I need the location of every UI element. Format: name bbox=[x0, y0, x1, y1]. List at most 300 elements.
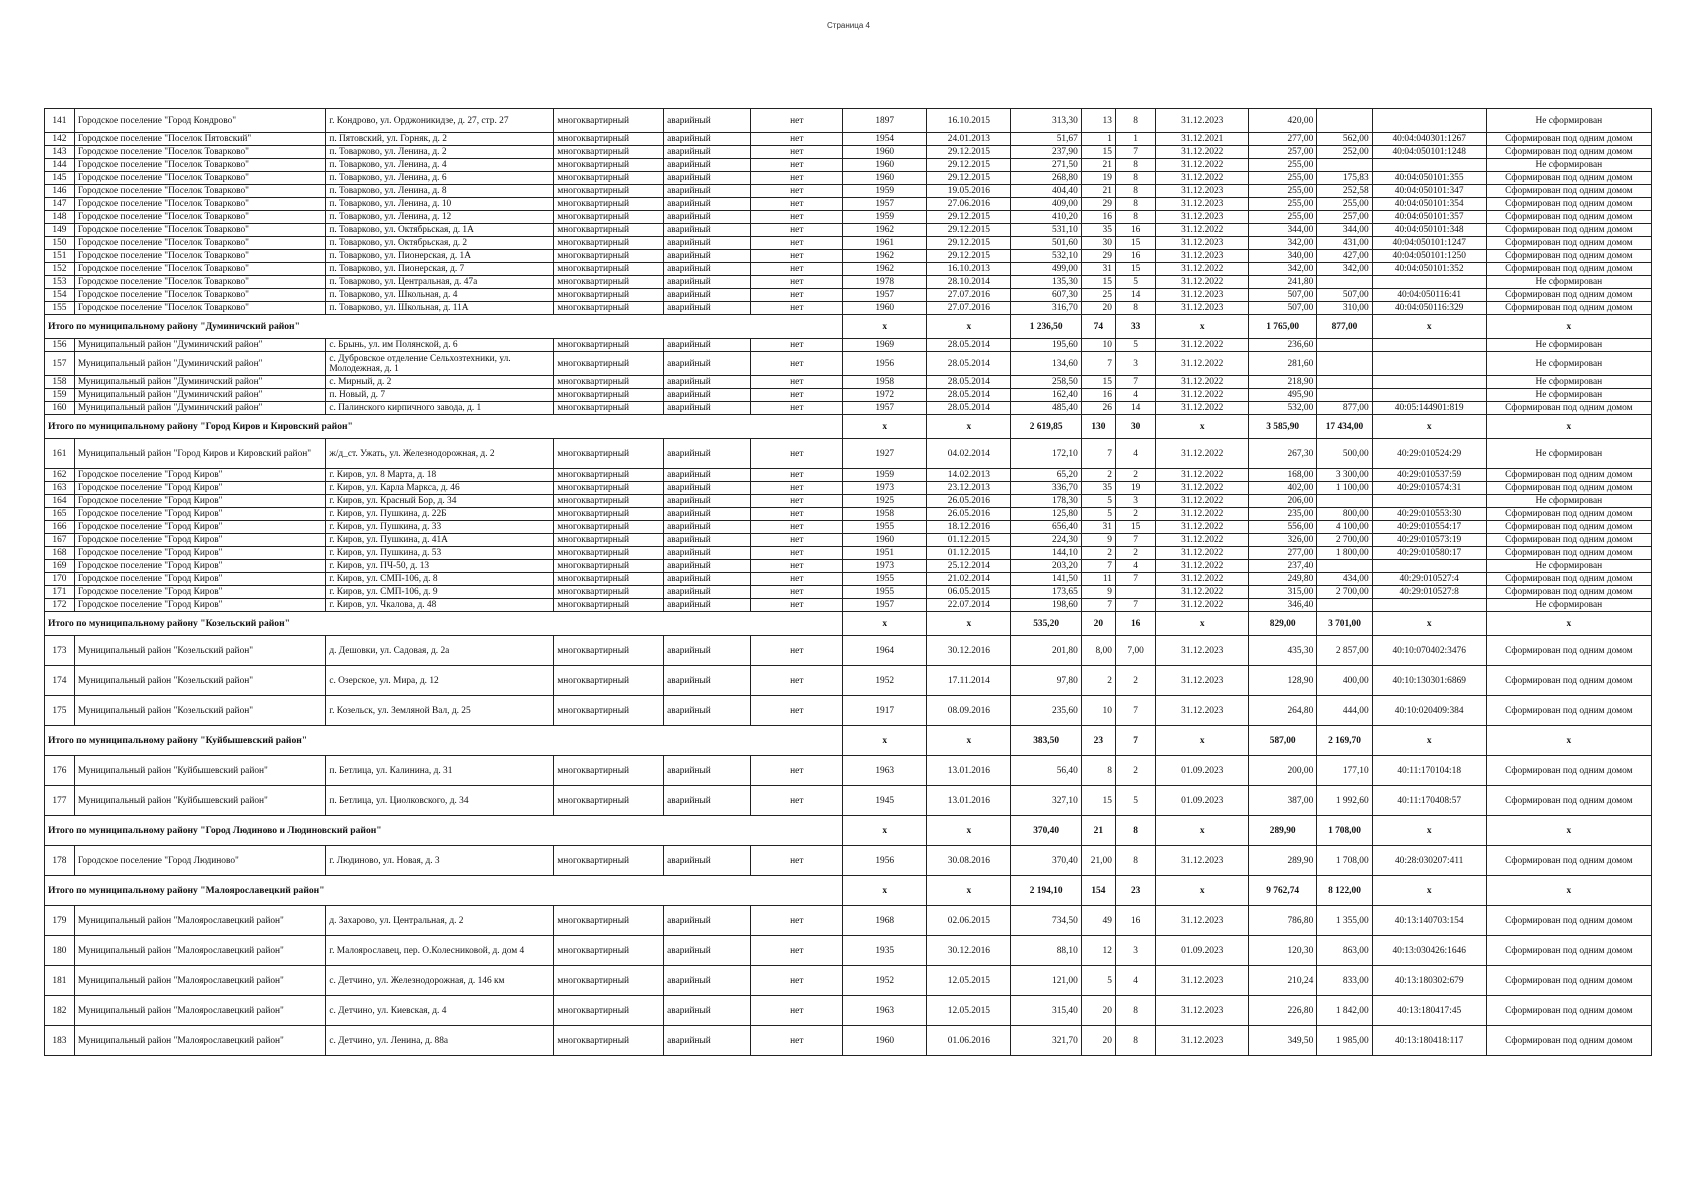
cell-area: 501,60 bbox=[1011, 237, 1081, 250]
cell-plot-area: 2 700,00 bbox=[1317, 586, 1372, 599]
cell-cultural-heritage: нет bbox=[751, 109, 843, 133]
cell-area: 172,10 bbox=[1011, 439, 1081, 469]
cell-cultural-heritage: нет bbox=[751, 560, 843, 573]
cell-year-built: 1968 bbox=[843, 906, 927, 936]
cell-plot-status: Не сформирован bbox=[1486, 599, 1651, 612]
cell-cultural-heritage: нет bbox=[751, 599, 843, 612]
cell-condition: аварийный bbox=[664, 666, 751, 696]
table-row bbox=[45, 402, 1652, 415]
cell-municipality: Муниципальный район "Малоярославецкий район" bbox=[74, 936, 325, 966]
cell-cultural-heritage: нет bbox=[751, 547, 843, 560]
cell-row-number: 175 bbox=[45, 696, 75, 726]
cell-land-cost: 120,30 bbox=[1249, 936, 1317, 966]
cell-plot-status: Сформирован под одним домом bbox=[1486, 586, 1651, 599]
table-row bbox=[45, 339, 1652, 352]
subtotal-label: Итого по муниципальному району "Думиничский район" bbox=[45, 315, 843, 339]
cell-row-number: 161 bbox=[45, 439, 75, 469]
cell-area: 370,40 bbox=[1011, 846, 1081, 876]
cell-row-number: 149 bbox=[45, 224, 75, 237]
table-row bbox=[45, 786, 1652, 816]
cell-land-cost: 236,60 bbox=[1249, 339, 1317, 352]
table-row bbox=[45, 996, 1652, 1026]
cell-plot-status: Не сформирован bbox=[1486, 560, 1651, 573]
cell-plot-status: Не сформирован bbox=[1486, 276, 1651, 289]
cell-cadastral-number: 40:04:050101:348 bbox=[1372, 224, 1486, 237]
table-row bbox=[45, 508, 1652, 521]
subtotal-cadastral-number: х bbox=[1372, 876, 1486, 906]
cell-plot-status: Сформирован под одним домом bbox=[1486, 146, 1651, 159]
cell-row-number: 158 bbox=[45, 376, 75, 389]
cell-cadastral-number bbox=[1372, 389, 1486, 402]
cell-house-type: многоквартирный bbox=[554, 250, 664, 263]
cell-resettlement-date: 31.12.2022 bbox=[1156, 586, 1249, 599]
cell-cultural-heritage: нет bbox=[751, 521, 843, 534]
cell-condition: аварийный bbox=[664, 172, 751, 185]
cell-house-type: многоквартирный bbox=[554, 146, 664, 159]
cell-condition: аварийный bbox=[664, 237, 751, 250]
cell-condition: аварийный bbox=[664, 276, 751, 289]
subtotal-label: Итого по муниципальному району "Куйбышевский район" bbox=[45, 726, 843, 756]
cell-cultural-heritage: нет bbox=[751, 636, 843, 666]
cell-address: д. Дешовки, ул. Садовая, д. 2а bbox=[326, 636, 554, 666]
cell-municipality: Городское поселение "Поселок Товарково" bbox=[74, 263, 325, 276]
cell-municipality: Городское поселение "Поселок Товарково" bbox=[74, 250, 325, 263]
cell-area: 410,20 bbox=[1011, 211, 1081, 224]
cell-apartments: 8 bbox=[1115, 109, 1155, 133]
cell-plot-status: Сформирован под одним домом bbox=[1486, 185, 1651, 198]
cell-land-cost: 277,00 bbox=[1249, 547, 1317, 560]
cell-apartments: 15 bbox=[1115, 521, 1155, 534]
cell-land-cost: 344,00 bbox=[1249, 224, 1317, 237]
cell-municipality: Городское поселение "Поселок Товарково" bbox=[74, 159, 325, 172]
cell-plot-status: Сформирован под одним домом bbox=[1486, 906, 1651, 936]
cell-year-built: 1958 bbox=[843, 508, 927, 521]
cell-cadastral-number: 40:04:050101:354 bbox=[1372, 198, 1486, 211]
cell-row-number: 145 bbox=[45, 172, 75, 185]
cell-year-built: 1978 bbox=[843, 276, 927, 289]
cell-recognition-date: 12.05.2015 bbox=[927, 996, 1011, 1026]
cell-area: 271,50 bbox=[1011, 159, 1081, 172]
cell-residents: 8 bbox=[1081, 756, 1115, 786]
cell-recognition-date: 30.12.2016 bbox=[927, 936, 1011, 966]
subtotal-cadastral-number: х bbox=[1372, 726, 1486, 756]
cell-cultural-heritage: нет bbox=[751, 237, 843, 250]
cell-condition: аварийный bbox=[664, 185, 751, 198]
cell-condition: аварийный bbox=[664, 573, 751, 586]
cell-house-type: многоквартирный bbox=[554, 666, 664, 696]
cell-house-type: многоквартирный bbox=[554, 469, 664, 482]
subtotal-plot-area: 2 169,70 bbox=[1317, 726, 1372, 756]
cell-condition: аварийный bbox=[664, 159, 751, 172]
table-row bbox=[45, 198, 1652, 211]
cell-area: 485,40 bbox=[1011, 402, 1081, 415]
cell-land-cost: 402,00 bbox=[1249, 482, 1317, 495]
subtotal-residents: 74 bbox=[1081, 315, 1115, 339]
cell-residents: 12 bbox=[1081, 936, 1115, 966]
subtotal-row bbox=[45, 816, 1652, 846]
cell-house-type: многоквартирный bbox=[554, 263, 664, 276]
table-row bbox=[45, 185, 1652, 198]
cell-plot-area: 4 100,00 bbox=[1317, 521, 1372, 534]
table-row bbox=[45, 560, 1652, 573]
subtotal-apartments: 16 bbox=[1115, 612, 1155, 636]
cell-address: г. Киров, ул. 8 Марта, д. 18 bbox=[326, 469, 554, 482]
cell-plot-status: Сформирован под одним домом bbox=[1486, 508, 1651, 521]
cell-plot-area: 1 992,60 bbox=[1317, 786, 1372, 816]
subtotal-resettlement-date: х bbox=[1156, 612, 1249, 636]
cell-municipality: Муниципальный район "Думиничский район" bbox=[74, 402, 325, 415]
cell-land-cost: 267,30 bbox=[1249, 439, 1317, 469]
cell-plot-status: Сформирован под одним домом bbox=[1486, 1026, 1651, 1056]
cell-recognition-date: 19.05.2016 bbox=[927, 185, 1011, 198]
cell-recognition-date: 01.12.2015 bbox=[927, 534, 1011, 547]
cell-apartments: 4 bbox=[1115, 966, 1155, 996]
subtotal-label: Итого по муниципальному району "Город Киров и Кировский район" bbox=[45, 415, 843, 439]
cell-plot-status: Сформирован под одним домом bbox=[1486, 172, 1651, 185]
cell-row-number: 182 bbox=[45, 996, 75, 1026]
cell-land-cost: 556,00 bbox=[1249, 521, 1317, 534]
cell-address: с. Детчино, ул. Железнодорожная, д. 146 км bbox=[326, 966, 554, 996]
cell-address: п. Товарково, ул. Октябрьская, д. 1А bbox=[326, 224, 554, 237]
cell-condition: аварийный bbox=[664, 696, 751, 726]
subtotal-plot-status: х bbox=[1486, 726, 1651, 756]
cell-cultural-heritage: нет bbox=[751, 289, 843, 302]
cell-year-built: 1959 bbox=[843, 185, 927, 198]
cell-area: 135,30 bbox=[1011, 276, 1081, 289]
subtotal-land-cost: 9 762,74 bbox=[1249, 876, 1317, 906]
subtotal-year-built: х bbox=[843, 816, 927, 846]
subtotal-residents: 130 bbox=[1081, 415, 1115, 439]
cell-apartments: 3 bbox=[1115, 495, 1155, 508]
cell-residents: 16 bbox=[1081, 389, 1115, 402]
cell-plot-area bbox=[1317, 376, 1372, 389]
cell-row-number: 177 bbox=[45, 786, 75, 816]
cell-resettlement-date: 31.12.2023 bbox=[1156, 666, 1249, 696]
cell-residents: 9 bbox=[1081, 534, 1115, 547]
cell-residents: 30 bbox=[1081, 237, 1115, 250]
cell-cadastral-number bbox=[1372, 159, 1486, 172]
cell-cultural-heritage: нет bbox=[751, 263, 843, 276]
subtotal-land-cost: 289,90 bbox=[1249, 816, 1317, 846]
cell-plot-status: Не сформирован bbox=[1486, 389, 1651, 402]
cell-address: г. Людиново, ул. Новая, д. 3 bbox=[326, 846, 554, 876]
cell-row-number: 146 bbox=[45, 185, 75, 198]
cell-municipality: Муниципальный район "Малоярославецкий район" bbox=[74, 1026, 325, 1056]
cell-year-built: 1956 bbox=[843, 846, 927, 876]
cell-area: 336,70 bbox=[1011, 482, 1081, 495]
cell-row-number: 165 bbox=[45, 508, 75, 521]
cell-row-number: 147 bbox=[45, 198, 75, 211]
cell-resettlement-date: 31.12.2022 bbox=[1156, 276, 1249, 289]
cell-resettlement-date: 31.12.2022 bbox=[1156, 547, 1249, 560]
cell-plot-area: 833,00 bbox=[1317, 966, 1372, 996]
cell-plot-status: Сформирован под одним домом bbox=[1486, 966, 1651, 996]
cell-apartments: 8 bbox=[1115, 198, 1155, 211]
cell-recognition-date: 14.02.2013 bbox=[927, 469, 1011, 482]
cell-plot-area: 1 708,00 bbox=[1317, 846, 1372, 876]
cell-row-number: 148 bbox=[45, 211, 75, 224]
cell-condition: аварийный bbox=[664, 846, 751, 876]
cell-residents: 15 bbox=[1081, 276, 1115, 289]
cell-recognition-date: 27.07.2016 bbox=[927, 302, 1011, 315]
cell-cultural-heritage: нет bbox=[751, 666, 843, 696]
cell-municipality: Городское поселение "Город Киров" bbox=[74, 560, 325, 573]
cell-residents: 35 bbox=[1081, 224, 1115, 237]
cell-condition: аварийный bbox=[664, 560, 751, 573]
cell-land-cost: 281,60 bbox=[1249, 352, 1317, 376]
cell-municipality: Муниципальный район "Козельский район" bbox=[74, 636, 325, 666]
cell-plot-area bbox=[1317, 599, 1372, 612]
cell-residents: 10 bbox=[1081, 696, 1115, 726]
table-row bbox=[45, 289, 1652, 302]
cell-recognition-date: 26.05.2016 bbox=[927, 495, 1011, 508]
subtotal-recognition-date: х bbox=[927, 816, 1011, 846]
cell-area: 56,40 bbox=[1011, 756, 1081, 786]
cell-resettlement-date: 31.12.2023 bbox=[1156, 198, 1249, 211]
cell-area: 88,10 bbox=[1011, 936, 1081, 966]
cell-apartments: 7 bbox=[1115, 376, 1155, 389]
table-row bbox=[45, 495, 1652, 508]
cell-condition: аварийный bbox=[664, 636, 751, 666]
cell-municipality: Городское поселение "Поселок Товарково" bbox=[74, 172, 325, 185]
cell-cultural-heritage: нет bbox=[751, 172, 843, 185]
cell-area: 532,10 bbox=[1011, 250, 1081, 263]
cell-land-cost: 435,30 bbox=[1249, 636, 1317, 666]
cell-land-cost: 326,00 bbox=[1249, 534, 1317, 547]
cell-plot-area: 175,83 bbox=[1317, 172, 1372, 185]
cell-municipality: Муниципальный район "Малоярославецкий район" bbox=[74, 966, 325, 996]
cell-condition: аварийный bbox=[664, 936, 751, 966]
cell-year-built: 1925 bbox=[843, 495, 927, 508]
cell-plot-area bbox=[1317, 495, 1372, 508]
cell-land-cost: 249,80 bbox=[1249, 573, 1317, 586]
cell-cadastral-number bbox=[1372, 352, 1486, 376]
cell-house-type: многоквартирный bbox=[554, 636, 664, 666]
cell-house-type: многоквартирный bbox=[554, 786, 664, 816]
cell-cadastral-number bbox=[1372, 276, 1486, 289]
cell-cultural-heritage: нет bbox=[751, 302, 843, 315]
table-row bbox=[45, 439, 1652, 469]
cell-resettlement-date: 31.12.2022 bbox=[1156, 495, 1249, 508]
cell-recognition-date: 18.12.2016 bbox=[927, 521, 1011, 534]
register-body bbox=[45, 109, 1652, 1056]
cell-year-built: 1960 bbox=[843, 534, 927, 547]
cell-plot-status: Сформирован под одним домом bbox=[1486, 696, 1651, 726]
cell-resettlement-date: 31.12.2022 bbox=[1156, 469, 1249, 482]
cell-land-cost: 786,80 bbox=[1249, 906, 1317, 936]
cell-apartments: 4 bbox=[1115, 560, 1155, 573]
cell-residents: 7 bbox=[1081, 439, 1115, 469]
cell-land-cost: 200,00 bbox=[1249, 756, 1317, 786]
cell-cadastral-number bbox=[1372, 599, 1486, 612]
cell-row-number: 144 bbox=[45, 159, 75, 172]
cell-recognition-date: 12.05.2015 bbox=[927, 966, 1011, 996]
cell-residents: 9 bbox=[1081, 586, 1115, 599]
cell-recognition-date: 23.12.2013 bbox=[927, 482, 1011, 495]
cell-apartments: 4 bbox=[1115, 439, 1155, 469]
cell-municipality: Городское поселение "Город Киров" bbox=[74, 573, 325, 586]
cell-house-type: многоквартирный bbox=[554, 560, 664, 573]
cell-house-type: многоквартирный bbox=[554, 172, 664, 185]
cell-address: г. Киров, ул. Чкалова, д. 48 bbox=[326, 599, 554, 612]
cell-plot-status: Не сформирован bbox=[1486, 376, 1651, 389]
cell-apartments: 8 bbox=[1115, 159, 1155, 172]
cell-residents: 20 bbox=[1081, 996, 1115, 1026]
cell-cadastral-number: 40:04:050101:357 bbox=[1372, 211, 1486, 224]
cell-apartments: 7 bbox=[1115, 146, 1155, 159]
cell-resettlement-date: 31.12.2023 bbox=[1156, 636, 1249, 666]
cell-row-number: 180 bbox=[45, 936, 75, 966]
subtotal-cadastral-number: х bbox=[1372, 612, 1486, 636]
cell-address: п. Бетлица, ул. Циолковского, д. 34 bbox=[326, 786, 554, 816]
subtotal-recognition-date: х bbox=[927, 612, 1011, 636]
cell-recognition-date: 29.12.2015 bbox=[927, 211, 1011, 224]
table-row bbox=[45, 586, 1652, 599]
cell-cadastral-number: 40:11:170408:57 bbox=[1372, 786, 1486, 816]
cell-plot-area: 863,00 bbox=[1317, 936, 1372, 966]
cell-area: 734,50 bbox=[1011, 906, 1081, 936]
subtotal-land-cost: 829,00 bbox=[1249, 612, 1317, 636]
subtotal-year-built: х bbox=[843, 612, 927, 636]
cell-recognition-date: 13.01.2016 bbox=[927, 786, 1011, 816]
cell-resettlement-date: 31.12.2022 bbox=[1156, 352, 1249, 376]
cell-condition: аварийный bbox=[664, 198, 751, 211]
cell-apartments: 19 bbox=[1115, 482, 1155, 495]
cell-house-type: многоквартирный bbox=[554, 211, 664, 224]
cell-cadastral-number: 40:29:010553:30 bbox=[1372, 508, 1486, 521]
cell-plot-status: Сформирован под одним домом bbox=[1486, 237, 1651, 250]
cell-row-number: 155 bbox=[45, 302, 75, 315]
cell-condition: аварийный bbox=[664, 352, 751, 376]
cell-apartments: 8 bbox=[1115, 846, 1155, 876]
cell-house-type: многоквартирный bbox=[554, 352, 664, 376]
cell-row-number: 157 bbox=[45, 352, 75, 376]
cell-plot-status: Сформирован под одним домом bbox=[1486, 573, 1651, 586]
cell-condition: аварийный bbox=[664, 339, 751, 352]
cell-cadastral-number: 40:29:010527:8 bbox=[1372, 586, 1486, 599]
cell-condition: аварийный bbox=[664, 376, 751, 389]
cell-plot-area bbox=[1317, 352, 1372, 376]
cell-address: п. Бетлица, ул. Калинина, д. 31 bbox=[326, 756, 554, 786]
table-row bbox=[45, 302, 1652, 315]
cell-year-built: 1956 bbox=[843, 352, 927, 376]
cell-resettlement-date: 31.12.2022 bbox=[1156, 146, 1249, 159]
cell-plot-area: 252,00 bbox=[1317, 146, 1372, 159]
cell-municipality: Городское поселение "Город Киров" bbox=[74, 495, 325, 508]
cell-municipality: Муниципальный район "Думиничский район" bbox=[74, 376, 325, 389]
cell-residents: 20 bbox=[1081, 1026, 1115, 1056]
cell-house-type: многоквартирный bbox=[554, 389, 664, 402]
cell-recognition-date: 28.05.2014 bbox=[927, 389, 1011, 402]
cell-residents: 15 bbox=[1081, 146, 1115, 159]
cell-cadastral-number: 40:04:050101:355 bbox=[1372, 172, 1486, 185]
cell-plot-status: Сформирован под одним домом bbox=[1486, 666, 1651, 696]
cell-area: 313,30 bbox=[1011, 109, 1081, 133]
cell-cadastral-number: 40:29:010524:29 bbox=[1372, 439, 1486, 469]
cell-year-built: 1960 bbox=[843, 302, 927, 315]
cell-row-number: 168 bbox=[45, 547, 75, 560]
cell-resettlement-date: 31.12.2022 bbox=[1156, 573, 1249, 586]
cell-cultural-heritage: нет bbox=[751, 469, 843, 482]
cell-plot-area: 257,00 bbox=[1317, 211, 1372, 224]
cell-address: п. Товарково, ул. Пионерская, д. 7 bbox=[326, 263, 554, 276]
cell-plot-area: 444,00 bbox=[1317, 696, 1372, 726]
cell-house-type: многоквартирный bbox=[554, 906, 664, 936]
cell-address: п. Товарково, ул. Школьная, д. 11А bbox=[326, 302, 554, 315]
cell-year-built: 1917 bbox=[843, 696, 927, 726]
cell-area: 121,00 bbox=[1011, 966, 1081, 996]
cell-municipality: Городское поселение "Поселок Товарково" bbox=[74, 198, 325, 211]
cell-area: 198,60 bbox=[1011, 599, 1081, 612]
cell-house-type: многоквартирный bbox=[554, 224, 664, 237]
cell-recognition-date: 13.01.2016 bbox=[927, 756, 1011, 786]
cell-residents: 15 bbox=[1081, 786, 1115, 816]
cell-plot-status: Не сформирован bbox=[1486, 495, 1651, 508]
cell-municipality: Городское поселение "Город Киров" bbox=[74, 534, 325, 547]
cell-plot-area: 877,00 bbox=[1317, 402, 1372, 415]
cell-year-built: 1959 bbox=[843, 469, 927, 482]
cell-plot-status: Не сформирован bbox=[1486, 339, 1651, 352]
cell-plot-area: 252,58 bbox=[1317, 185, 1372, 198]
cell-apartments: 16 bbox=[1115, 906, 1155, 936]
cell-year-built: 1935 bbox=[843, 936, 927, 966]
cell-area: 607,30 bbox=[1011, 289, 1081, 302]
cell-plot-status: Сформирован под одним домом bbox=[1486, 846, 1651, 876]
cell-cultural-heritage: нет bbox=[751, 495, 843, 508]
cell-cultural-heritage: нет bbox=[751, 534, 843, 547]
cell-residents: 10 bbox=[1081, 339, 1115, 352]
cell-house-type: многоквартирный bbox=[554, 586, 664, 599]
cell-address: п. Товарково, ул. Пионерская, д. 1А bbox=[326, 250, 554, 263]
cell-resettlement-date: 31.12.2022 bbox=[1156, 599, 1249, 612]
cell-year-built: 1960 bbox=[843, 159, 927, 172]
cell-land-cost: 495,90 bbox=[1249, 389, 1317, 402]
cell-apartments: 5 bbox=[1115, 786, 1155, 816]
cell-recognition-date: 01.06.2016 bbox=[927, 1026, 1011, 1056]
cell-condition: аварийный bbox=[664, 302, 751, 315]
cell-cadastral-number: 40:13:030426:1646 bbox=[1372, 936, 1486, 966]
cell-plot-area: 255,00 bbox=[1317, 198, 1372, 211]
cell-municipality: Городское поселение "Поселок Товарково" bbox=[74, 237, 325, 250]
cell-cultural-heritage: нет bbox=[751, 936, 843, 966]
cell-year-built: 1969 bbox=[843, 339, 927, 352]
cell-apartments: 16 bbox=[1115, 224, 1155, 237]
cell-land-cost: 255,00 bbox=[1249, 172, 1317, 185]
cell-cadastral-number: 40:28:030207:411 bbox=[1372, 846, 1486, 876]
cell-apartments: 2 bbox=[1115, 756, 1155, 786]
cell-recognition-date: 28.05.2014 bbox=[927, 402, 1011, 415]
cell-recognition-date: 21.02.2014 bbox=[927, 573, 1011, 586]
cell-house-type: многоквартирный bbox=[554, 1026, 664, 1056]
cell-year-built: 1927 bbox=[843, 439, 927, 469]
table-row bbox=[45, 599, 1652, 612]
cell-apartments: 8 bbox=[1115, 185, 1155, 198]
cell-house-type: многоквартирный bbox=[554, 696, 664, 726]
cell-condition: аварийный bbox=[664, 482, 751, 495]
subtotal-row bbox=[45, 415, 1652, 439]
cell-residents: 8,00 bbox=[1081, 636, 1115, 666]
cell-municipality: Городское поселение "Город Киров" bbox=[74, 508, 325, 521]
cell-plot-area: 400,00 bbox=[1317, 666, 1372, 696]
cell-condition: аварийный bbox=[664, 263, 751, 276]
cell-cadastral-number: 40:10:130301:6869 bbox=[1372, 666, 1486, 696]
cell-cadastral-number: 40:29:010580:17 bbox=[1372, 547, 1486, 560]
cell-municipality: Муниципальный район "Думиничский район" bbox=[74, 339, 325, 352]
cell-condition: аварийный bbox=[664, 547, 751, 560]
cell-house-type: многоквартирный bbox=[554, 302, 664, 315]
cell-address: г. Малоярославец, пер. О.Колесниковой, д. дом 4 bbox=[326, 936, 554, 966]
cell-row-number: 151 bbox=[45, 250, 75, 263]
